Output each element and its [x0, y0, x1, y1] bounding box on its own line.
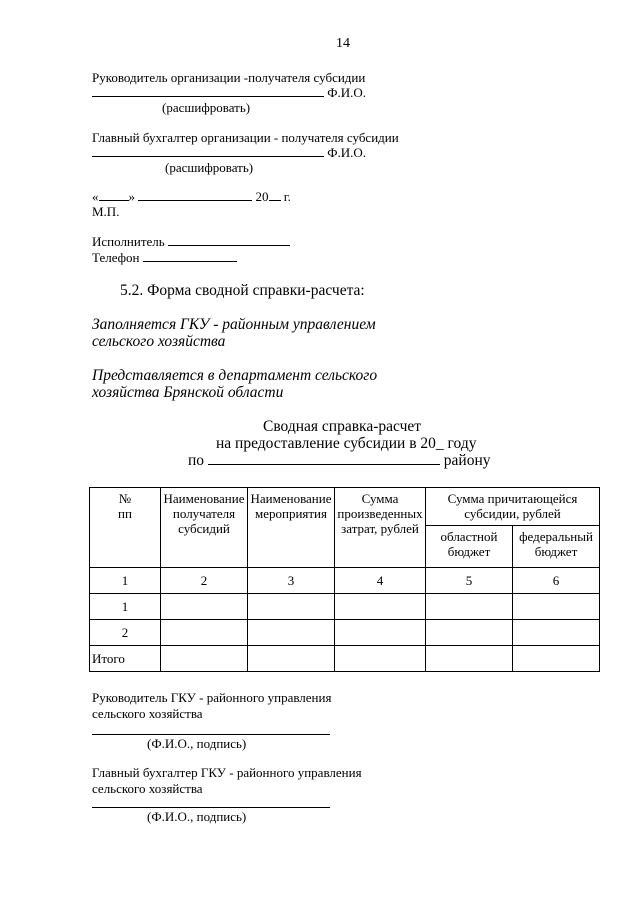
gku-head-title-line-1: Руководитель ГКУ - районного управления [92, 690, 332, 705]
chief-accountant-signature-line [92, 145, 366, 161]
total-label: Итого [90, 646, 161, 672]
date-line: « » 20 г. [92, 189, 291, 204]
gku-accountant-signature-line [92, 807, 330, 808]
table-cell [335, 620, 426, 646]
table-cell [248, 620, 335, 646]
doc-title-line-3: по району [188, 452, 491, 469]
gku-head-signature-line [92, 734, 330, 735]
column-number: 2 [161, 568, 248, 594]
table-cell [426, 646, 513, 672]
filled-by-line-1: Заполняется ГКУ - районным управлением [92, 316, 376, 333]
section-heading: 5.2. Форма сводной справки-расчета: [120, 282, 365, 299]
chief-accountant-title: Главный бухгалтер организации - получателя субсидии [92, 130, 399, 145]
doc-title-line-2: на предоставление субсидии в 20_ году [216, 435, 477, 452]
chief-accountant-fio: Ф.И.О. [327, 145, 367, 160]
head-of-org-hint: (расшифровать) [162, 100, 251, 115]
total-row [90, 646, 600, 672]
row-number: 1 [90, 594, 161, 620]
column-number: 5 [426, 568, 513, 594]
table-cell [513, 646, 600, 672]
head-of-org-title: Руководитель организации -получателя субсидии [92, 70, 366, 85]
header-regional-budget: областной бюджет [426, 526, 513, 568]
table-row [90, 620, 600, 646]
table-row [90, 594, 600, 620]
head-of-org-signature-line [92, 85, 366, 101]
stamp-label: М.П. [92, 204, 120, 219]
filled-by-line-2: сельского хозяйства [92, 333, 226, 350]
table-cell [513, 620, 600, 646]
table-cell [513, 594, 600, 620]
head-of-org-fio: Ф.И.О. [327, 85, 367, 100]
table-cell [161, 594, 248, 620]
phone-line: Телефон [92, 250, 237, 266]
column-numbers-row [90, 568, 600, 594]
header-recipient: Наименование получателя субсидий [161, 488, 248, 568]
summary-table [89, 487, 600, 672]
table-cell [426, 620, 513, 646]
table-cell [248, 594, 335, 620]
column-number: 1 [90, 568, 161, 594]
gku-accountant-hint: (Ф.И.О., подпись) [147, 809, 247, 824]
table-cell [161, 620, 248, 646]
header-federal-budget: федеральный бюджет [513, 526, 600, 568]
gku-accountant-title-line-2: сельского хозяйства [92, 781, 203, 796]
row-number: 2 [90, 620, 161, 646]
table-cell [426, 594, 513, 620]
table-cell [335, 646, 426, 672]
chief-accountant-hint: (расшифровать) [165, 160, 254, 175]
page-number: 14 [336, 36, 350, 51]
gku-accountant-title-line-1: Главный бухгалтер ГКУ - районного управления [92, 765, 362, 780]
gku-head-hint: (Ф.И.О., подпись) [147, 736, 247, 751]
table-cell [335, 594, 426, 620]
table-cell [248, 646, 335, 672]
header-measure: Наименование мероприятия [248, 488, 335, 568]
table-cell [161, 646, 248, 672]
gku-head-title-line-2: сельского хозяйства [92, 706, 203, 721]
header-num: № пп [90, 488, 161, 568]
executor-line: Исполнитель [92, 234, 290, 250]
submitted-to-line-1: Представляется в департамент сельского [92, 367, 378, 384]
column-number: 3 [248, 568, 335, 594]
submitted-to-line-2: хозяйства Брянской области [92, 384, 284, 401]
doc-title-line-1: Сводная справка-расчет [263, 418, 422, 435]
column-number: 6 [513, 568, 600, 594]
header-due-subsidy: Сумма причитающейся субсидии, рублей [426, 488, 600, 526]
column-number: 4 [335, 568, 426, 594]
header-costs: Сумма произведенных затрат, рублей [335, 488, 426, 568]
